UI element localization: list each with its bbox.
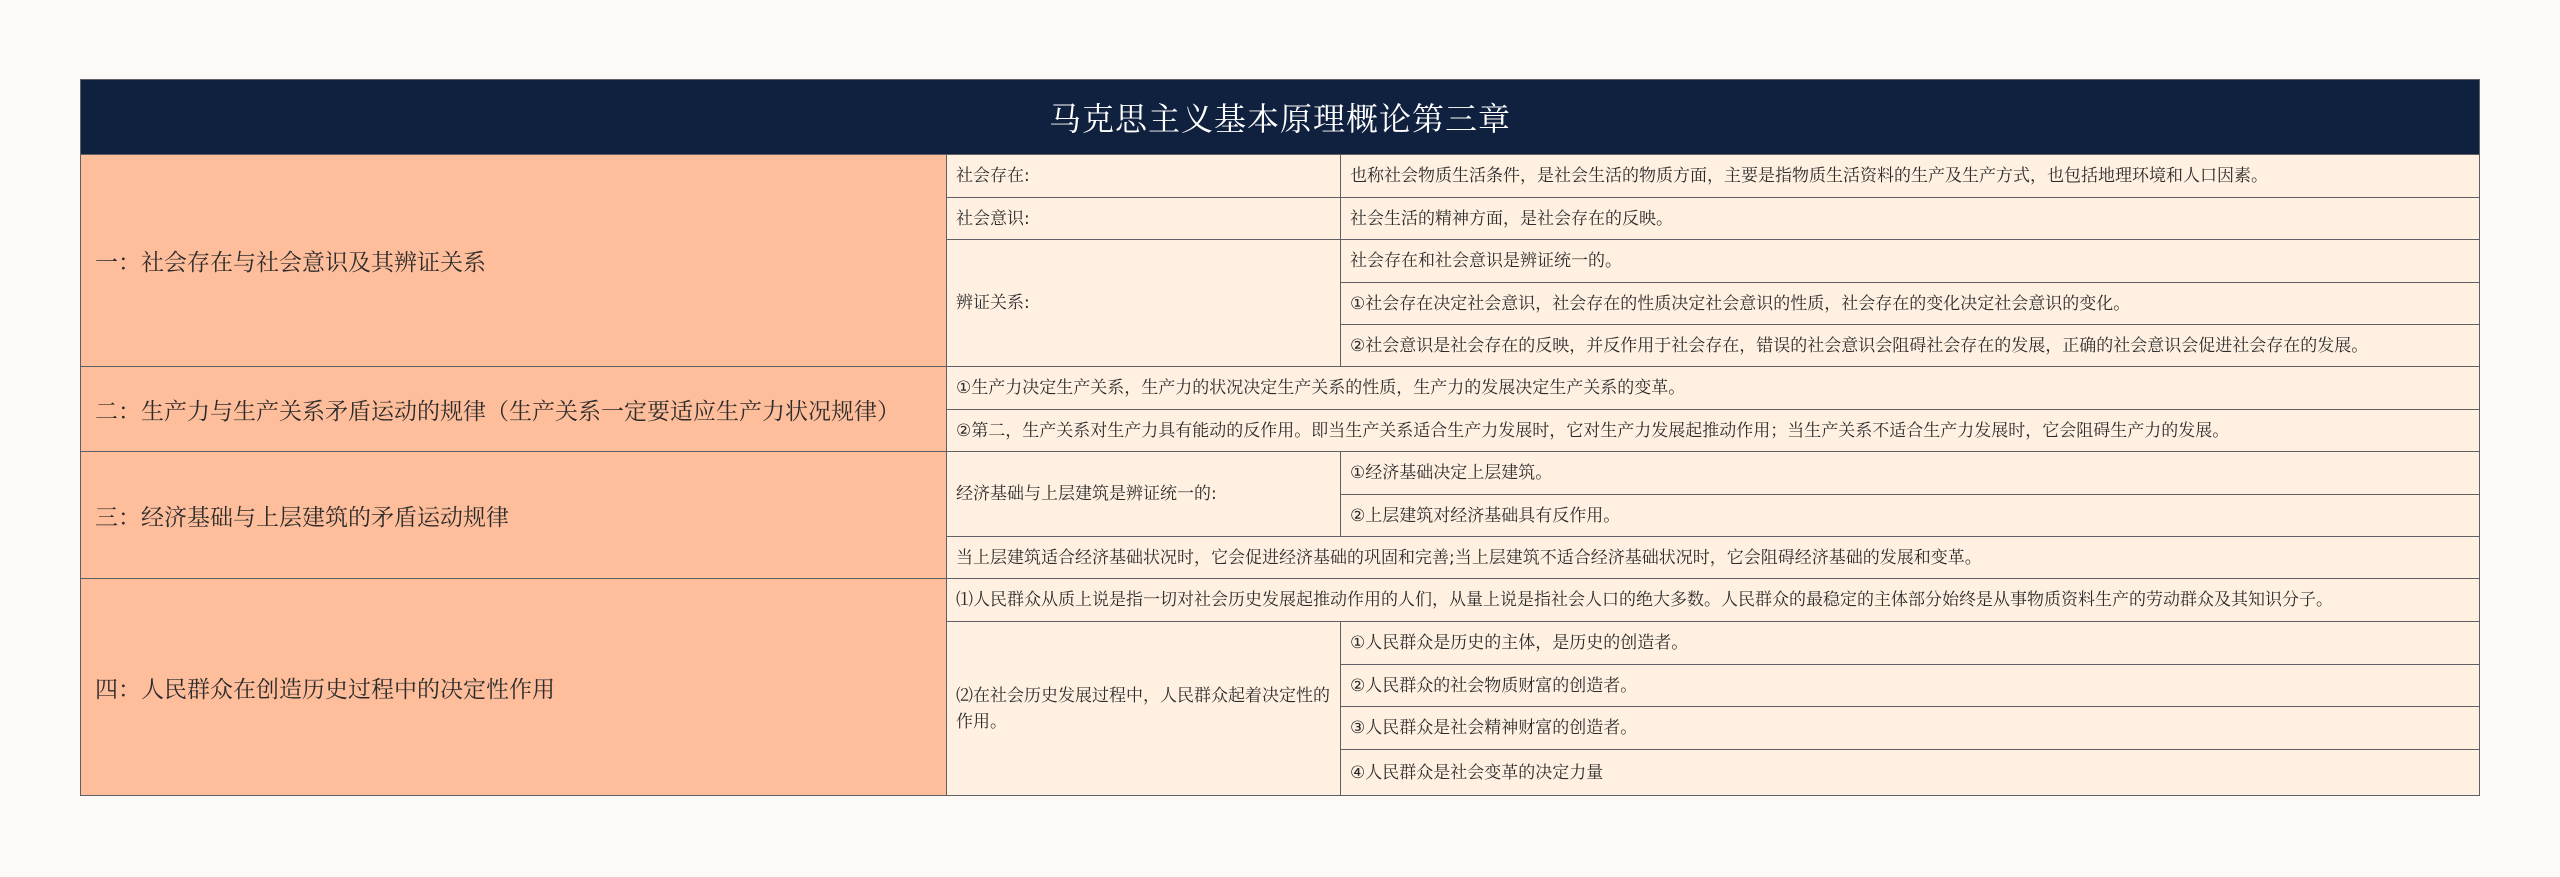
detail-people-role-2: ②人民群众的社会物质财富的创造者。 [1341,665,2479,707]
label-social-consciousness: 社会意识: [947,198,1341,240]
detail-dialectical-relation-2: ①社会存在决定社会意识，社会存在的性质决定社会意识的性质，社会存在的变化决定社会意识的变化。 [1341,283,2479,325]
label-dialectical-relation: 辨证关系: [947,240,1341,367]
section-heading-3: 三：经济基础与上层建筑的矛盾运动规律 [81,452,947,579]
detail-people-role-4: ④人民群众是社会变革的决定力量 [1341,750,2479,795]
label-social-existence: 社会存在: [947,155,1341,198]
detail-economic-base-1: ①经济基础决定上层建筑。 [1341,452,2479,495]
detail-social-consciousness: 社会生活的精神方面，是社会存在的反映。 [1341,198,2479,240]
section-heading-4: 四：人民群众在创造历史过程中的决定性作用 [81,579,947,795]
detail-dialectical-relation-3: ②社会意识是社会存在的反映，并反作用于社会存在，错误的社会意识会阻碍社会存在的发展，正确的社会意识会促进社会存在的发展。 [1341,325,2479,367]
detail-people-definition: ⑴人民群众从质上说是指一切对社会历史发展起推动作用的人们，从量上说是指社会人口的绝大多数。人民群众的最稳定的主体部分始终是从事物质资料生产的劳动群众及其知识分子。 [947,579,2479,622]
page-title: 马克思主义基本原理概论第三章 [81,80,2479,155]
detail-superstructure: 当上层建筑适合经济基础状况时，它会促进经济基础的巩固和完善;当上层建筑不适合经济基础状况时，它会阻碍经济基础的发展和变革。 [947,537,2479,579]
label-people-role: ⑵在社会历史发展过程中，人民群众起着决定性的作用。 [947,622,1341,795]
detail-people-role-1: ①人民群众是历史的主体，是历史的创造者。 [1341,622,2479,665]
detail-productive-forces-2: ②第二，生产关系对生产力具有能动的反作用。即当生产关系适合生产力发展时，它对生产力发展起推动作用；当生产关系不适合生产力发展时，它会阻碍生产力的发展。 [947,410,2479,452]
detail-dialectical-relation-1: 社会存在和社会意识是辨证统一的。 [1341,240,2479,283]
detail-social-existence: 也称社会物质生活条件，是社会生活的物质方面，主要是指物质生活资料的生产及生产方式，也包括地理环境和人口因素。 [1341,155,2479,198]
section-heading-1: 一：社会存在与社会意识及其辨证关系 [81,155,947,367]
detail-productive-forces-1: ①生产力决定生产关系，生产力的状况决定生产关系的性质，生产力的发展决定生产关系的变革。 [947,367,2479,410]
label-economic-base: 经济基础与上层建筑是辨证统一的: [947,452,1341,537]
detail-people-role-3: ③人民群众是社会精神财富的创造者。 [1341,707,2479,750]
section-heading-2: 二：生产力与生产关系矛盾运动的规律（生产关系一定要适应生产力状况规律） [81,367,947,452]
table-document [80,79,2480,796]
detail-economic-base-2: ②上层建筑对经济基础具有反作用。 [1341,495,2479,537]
